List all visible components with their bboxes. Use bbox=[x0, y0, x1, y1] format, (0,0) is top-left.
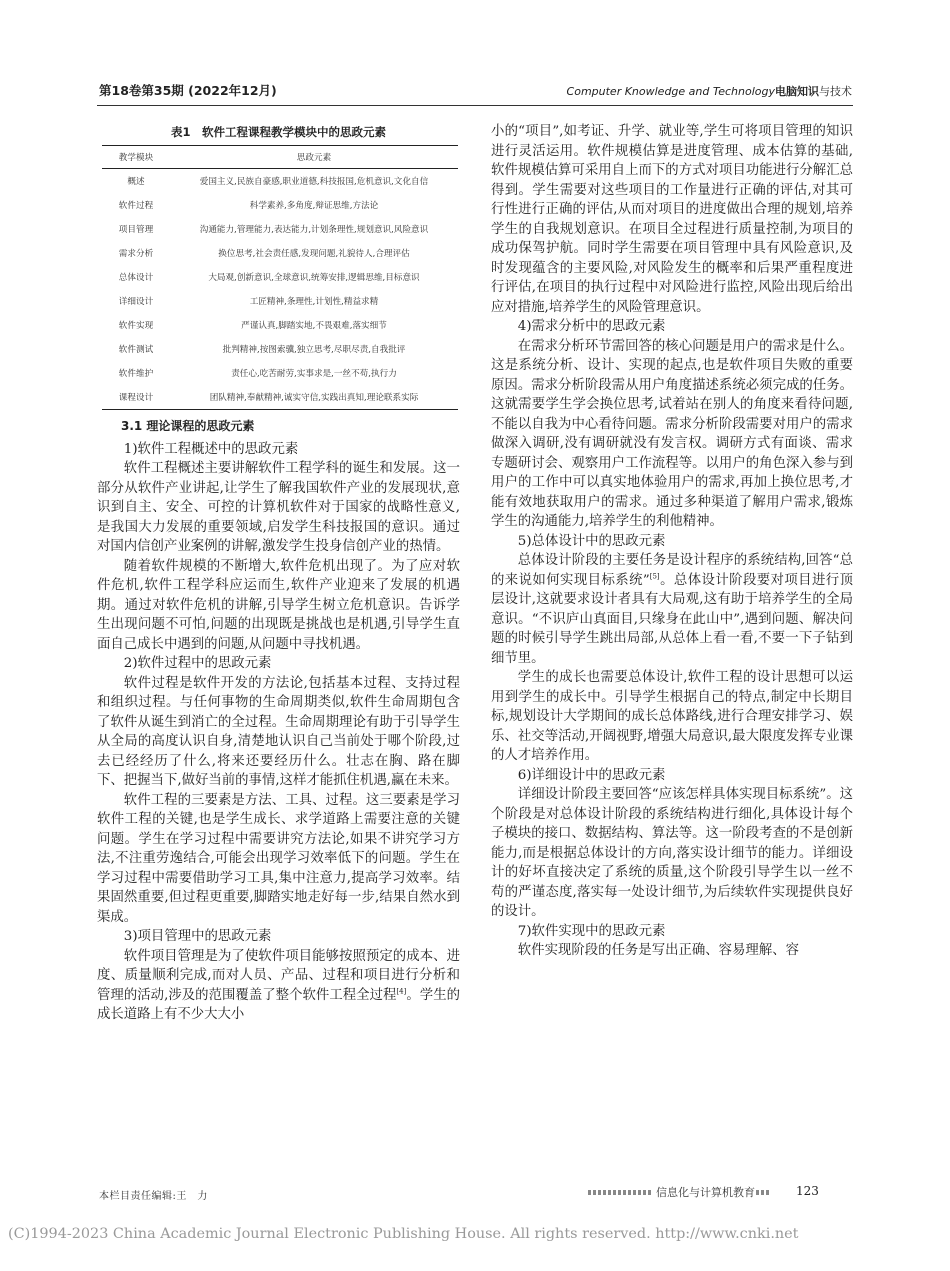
table-cell-elements: 责任心,吃苦耐劳,实事求是,一丝不苟,执行力 bbox=[231, 369, 397, 379]
table-cell-elements: 换位思考,社会责任感,发现问题,礼貌待人,合理评估 bbox=[218, 249, 410, 259]
citation-ref: [5] bbox=[649, 572, 660, 581]
table-cell-module: 课程设计 bbox=[102, 385, 170, 410]
paragraph: 软件工程概述主要讲解软件工程学科的诞生和发展。这一部分从软件产业讲起,让学生了解我国软件产业的发展现状,意识到自主、安全、可控的计算机软件对于国家的战略性意义,是我国大力发展的重要领域,启发学生科技报国的意识。通过对国内信创产业案例的讲解,激发学生投身信创产业的热情。 bbox=[97, 461, 460, 554]
table-row bbox=[102, 193, 458, 217]
subsection-heading: 3)项目管理中的思政元素 bbox=[123, 929, 272, 944]
paragraph bbox=[491, 551, 853, 668]
section-heading: 3.1 理论课程的思政元素 bbox=[121, 419, 255, 433]
table-row bbox=[102, 361, 458, 385]
journal-name-cn: 电脑知识 bbox=[775, 85, 819, 98]
table-cell-elements: 工匠精神,条理性,计划性,精益求精 bbox=[249, 297, 379, 307]
footer-journal: 信息化与计算机教育 bbox=[656, 1186, 755, 1199]
table-cell-elements: 批判精神,按图索骥,独立思考,尽职尽责,自我批评 bbox=[222, 345, 406, 355]
table-cell-module: 软件测试 bbox=[118, 345, 154, 355]
subsection-heading: 2)软件过程中的思政元素 bbox=[123, 656, 272, 671]
table-row bbox=[102, 313, 458, 337]
table-cell-module: 概述 bbox=[127, 177, 145, 187]
paragraph: 小的“项目”,如考证、升学、就业等,学生可将项目管理的知识进行灵活运用。软件规模估算是进度管理、成本估算的基础,软件规模估算可采用自上而下的方式对项目功能进行分解汇总得到。学生需要对这些项目的工作量进行正确的评估,对其可行性进行正确的评估,从而对项目的进度做出合理的规划,培养学生的自我规划意识。在项目全过程进行质量控制,为项目的成功保驾护航。同时学生需要在项目管理中具有风险意识,及时发现蕴含的主要风险,对风险发生的概率和后果严重程度进行评估,在项目的执行过程中对风险进行监控,风险出现后给出应对措施,培养学生的风险管理意识。 bbox=[491, 124, 853, 315]
left-column-text bbox=[97, 417, 460, 1025]
footer-dots-decoration bbox=[588, 1190, 652, 1195]
table-row bbox=[102, 217, 458, 241]
table-row bbox=[102, 241, 458, 265]
page-number: 123 bbox=[796, 1184, 819, 1198]
paragraph: 详细设计阶段主要回答“应该怎样具体实现目标系统”。这个阶段是对总体设计阶段的系统结构进行细化,具体设计每个子模块的接口、数据结构、算法等。这一阶段考查的不是创新能力,而是根据总体设计的方向,落实设计细节的能力。详细设计的好坏直接决定了系统的质量,这个阶段引导学生以一丝不苟的严谨态度,落实每一处设计细节,为后续软件实现提供良好的设计。 bbox=[491, 787, 853, 919]
footer-dots-decoration bbox=[756, 1190, 770, 1195]
footer-editor: 本栏目责任编辑:王 力 bbox=[99, 1191, 208, 1202]
subsection-heading: 1)软件工程概述中的思政元素 bbox=[123, 441, 299, 457]
paragraph: 学生的成长也需要总体设计,软件工程的设计思想可以运用到学生的成长中。引导学生根据自己的特点,制定中长期目标,规划设计大学期间的成长总体路线,进行合理安排学习、娱乐、社交等活动,开阔视野,增强大局意识,最大限度发挥专业课的人才培养作用。 bbox=[491, 670, 853, 763]
module-table bbox=[102, 145, 458, 410]
table-cell-elements: 严谨认真,脚踏实地,不畏艰难,落实细节 bbox=[241, 321, 387, 331]
table-row bbox=[102, 337, 458, 361]
journal-name-en: Computer Knowledge and Technology bbox=[566, 85, 775, 98]
table-cell-module: 项目管理 bbox=[118, 225, 154, 235]
right-column-text bbox=[491, 122, 853, 961]
subsection-heading: 6)详细设计中的思政元素 bbox=[517, 767, 666, 783]
table-cell-module: 总体设计 bbox=[118, 273, 154, 283]
table-row bbox=[102, 169, 458, 194]
paragraph-part: 总体设计阶段的主要任务是设计程序的系统结构,回答“总的来说如何实现目标系统” bbox=[491, 553, 853, 588]
journal-name-tail: 与技术 bbox=[819, 85, 852, 98]
subsection-heading: 7)软件实现中的思政元素 bbox=[517, 923, 666, 939]
table-col-module: 教学模块 bbox=[102, 146, 170, 169]
table-row bbox=[102, 289, 458, 313]
table-title: 表1 软件工程课程教学模块中的思政元素 bbox=[171, 125, 386, 139]
table-cell-module: 详细设计 bbox=[118, 297, 154, 307]
table-cell-module: 软件过程 bbox=[118, 201, 154, 211]
paragraph-part: 。总体设计阶段要对项目进行顶层设计,这就要求设计者具有大局观,这有助于培养学生的全局意识。“不识庐山真面目,只缘身在此山中”,遇到问题、解决问题的时候引导学生跳出局部,从总体上看一看,不要一下子钻到细节里。 bbox=[491, 572, 853, 666]
paragraph: 在需求分析环节需回答的核心问题是用户的需求是什么。这是系统分析、设计、实现的起点,也是软件项目失败的重要原因。需求分析阶段需从用户角度描述系统必须完成的任务。这就需要学生学会换位思考,试着站在别人的角度来看待问题,不能以自我为中心看待问题。需求分析阶段需要对用户的需求做深入调研,没有调研就没有发言权。调研方式有面谈、需求专题研讨会、观察用户工作流程等。以用户的角色深入参与到用户的工作中可以真实地体验用户的需求,再加上换位思考,才能有效地获取用户的需求。通过多种渠道了解用户需求,锻炼学生的沟通能力,培养学生的利他精神。 bbox=[491, 338, 853, 529]
paragraph: 随着软件规模的不断增大,软件危机出现了。为了应对软件危机,软件工程学科应运而生,软件产业迎来了发展的机遇期。通过对软件危机的讲解,引导学生树立危机意识。告诉学生出现问题不可怕,问题的出现既是挑战也是机遇,引导学生直面自己成长中遇到的问题,从问题中寻找机遇。 bbox=[97, 558, 460, 652]
table-cell-module: 软件维护 bbox=[118, 369, 154, 379]
header-rule bbox=[97, 105, 853, 106]
running-header-left: 第18卷第35期 (2022年12月) bbox=[99, 83, 277, 98]
table-cell-elements: 爱国主义,民族自豪感,职业道德,科技报国,危机意识,文化自信 bbox=[199, 177, 429, 187]
paragraph: 软件工程的三要素是方法、工具、过程。这三要素是学习软件工程的关键,也是学生成长、求学道路上需要注意的关键问题。学生在学习过程中需要讲究方法论,如果不讲究学习方法,不注重劳逸结合,可能会出现学习效率低下的问题。学生在学习过程中需要借助学习工具,集中注意力,提高学习效率。结果固然重要,但过程更重要,脚踏实地走好每一步,结果自然水到渠成。 bbox=[97, 792, 460, 925]
running-header-right bbox=[567, 83, 852, 99]
table-cell-elements: 大局观,创新意识,全球意识,统筹安排,逻辑思维,目标意识 bbox=[208, 273, 420, 283]
paragraph: 软件实现阶段的任务是写出正确、容易理解、容 bbox=[517, 943, 799, 958]
table-cell-elements: 团队精神,奉献精神,诚实守信,实践出真知,理论联系实际 bbox=[170, 385, 458, 410]
citation-ref: [4] bbox=[396, 987, 407, 996]
paragraph: 软件过程是软件开发的方法论,包括基本过程、支持过程和组织过程。与任何事物的生命周期类似,软件生命周期包含了软件从诞生到消亡的全过程。生命周期理论有助于引导学生从全局的高度认识自身,清楚地认识自己当前处于哪个阶段,过去已经经历了什么,将来还要经历什么。壮志在胸、路在脚下、把握当下,做好当前的事情,这样才能抓住机遇,赢在未来。 bbox=[97, 675, 460, 788]
table-header-row bbox=[102, 146, 458, 169]
table-cell-elements: 科学素养,多角度,辩证思维,方法论 bbox=[249, 201, 379, 211]
copyright-notice: (C)1994-2023 China Academic Journal Electronic Publishing House. All rights reserved. http://www.cnki.net bbox=[8, 1226, 799, 1242]
table-row bbox=[102, 265, 458, 289]
table-cell-module: 软件实现 bbox=[118, 321, 154, 331]
table-row bbox=[102, 385, 458, 410]
paragraph-part: 软件项目管理是为了使软件项目能够按照预定的成本、进度、质量顺利完成,而对人员、产品、过程和项目进行分析和管理的活动,涉及的范围覆盖了整个软件工程全过程 bbox=[97, 948, 460, 1003]
table-cell-elements: 沟通能力,管理能力,表达能力,计划条理性,规划意识,风险意识 bbox=[199, 225, 429, 235]
paragraph bbox=[97, 947, 460, 1025]
table-cell-module: 需求分析 bbox=[118, 249, 154, 259]
paragraph-part: 。学生的成长道路上有不少大大小 bbox=[97, 987, 461, 1022]
table-col-elements: 思政元素 bbox=[170, 146, 458, 169]
subsection-heading: 4)需求分析中的思政元素 bbox=[517, 319, 666, 334]
subsection-heading: 5)总体设计中的思政元素 bbox=[517, 533, 666, 549]
